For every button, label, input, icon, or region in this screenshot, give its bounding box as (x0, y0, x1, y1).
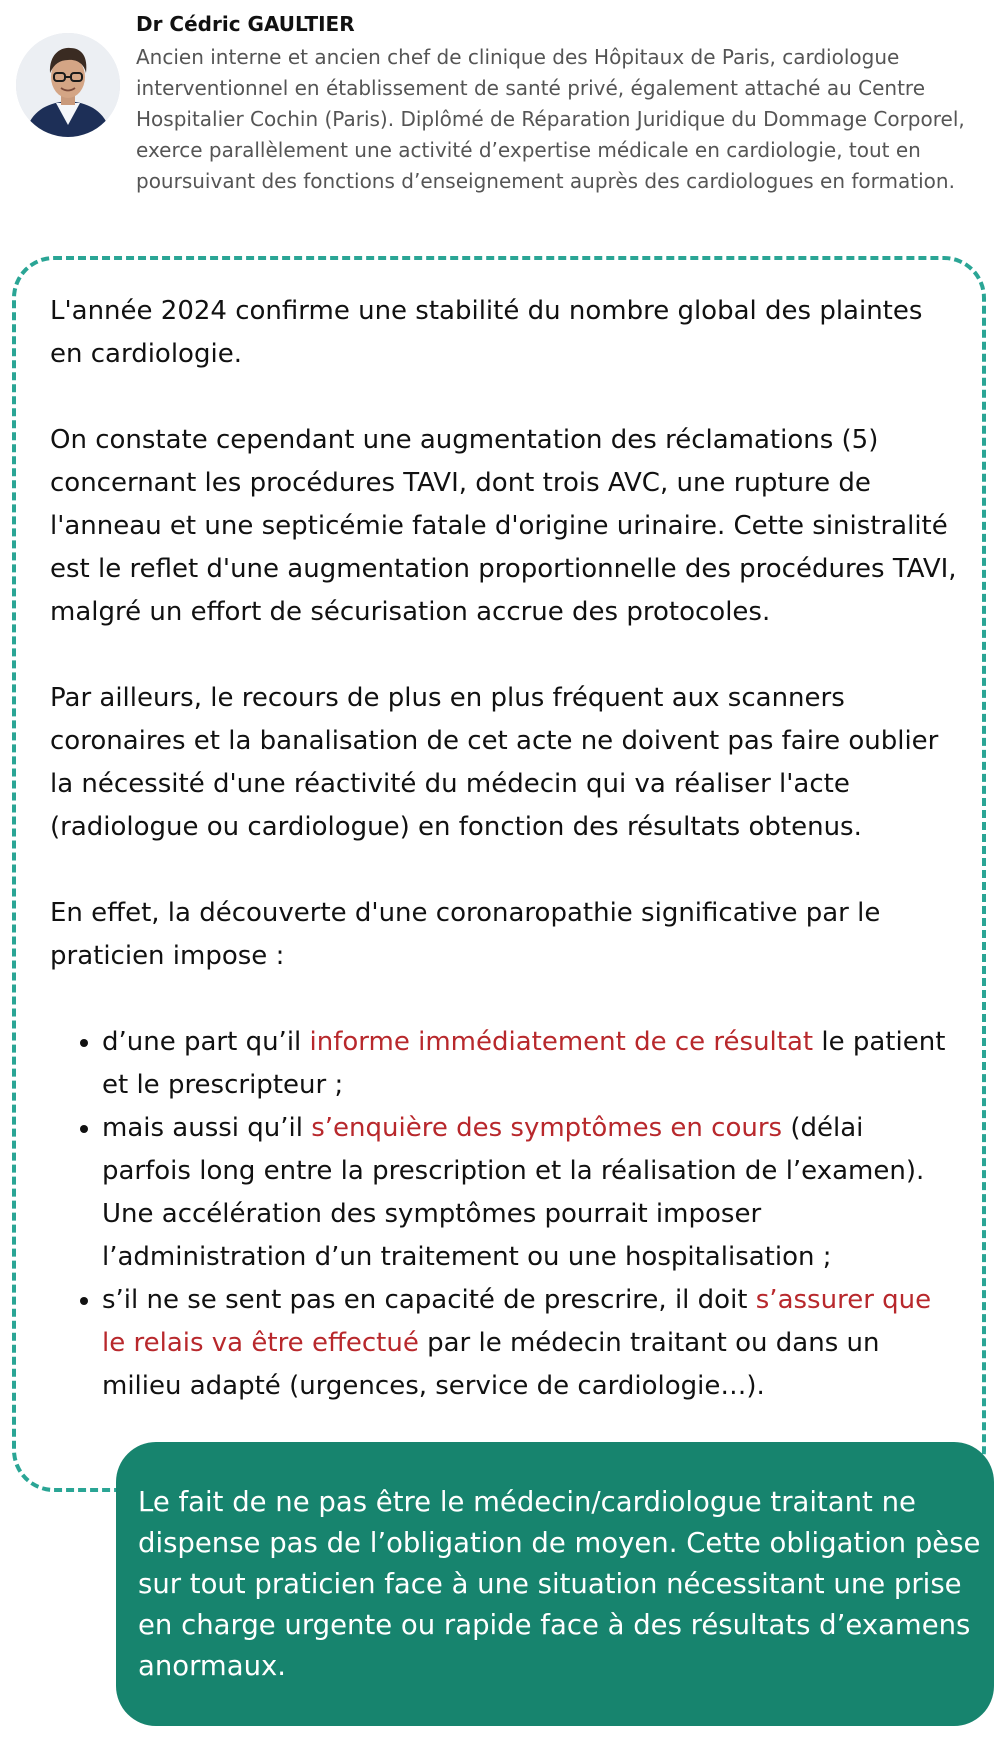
list-item (102, 1021, 960, 1107)
author-bio: Ancien interne et ancien chef de clinique des Hôpitaux de Paris, cardiologue interventionnel en établissement de santé privé, également attaché au Centre Hospitalier Cochin (Paris). Diplômé de Réparation Juridique du Dommage Corporel, exerce parallèlement une activité d’expertise médicale en cardiologie, tout en poursuivant des fonctions d’enseignement auprès des cardiologues en formation. (136, 45, 965, 193)
paragraph-1: L'année 2024 confirme une stabilité du nombre global des plaintes en cardiologie. (50, 296, 923, 369)
article-body (50, 290, 960, 1408)
obligations-list (50, 1021, 960, 1408)
list-item-highlight: s’assurer que le relais va être effectué (102, 1285, 932, 1358)
paragraph-4: En effet, la découverte d'une coronaropathie significative par le praticien impose : (50, 898, 881, 971)
list-item-text: le patient et le prescripteur ; (102, 1027, 946, 1100)
list-item-text: par le médecin traitant ou dans un milieu adapté (urgences, service de cardiologie…). (102, 1328, 880, 1401)
callout-box (116, 1442, 994, 1726)
callout-text: Le fait de ne pas être le médecin/cardiologue traitant ne dispense pas de l’obligation de moyen. Cette obligation pèse sur tout praticien face à une situation nécessitant une prise en charge urgente ou rapide face à des résultats d’examens anormaux. (138, 1486, 981, 1682)
author-block (0, 0, 1000, 230)
list-item (102, 1107, 960, 1279)
list-item-highlight: s’enquière des symptômes en cours (311, 1113, 783, 1143)
paragraph-3: Par ailleurs, le recours de plus en plus fréquent aux scanners coronaires et la banalisation de cet acte ne doivent pas faire oublier la nécessité d'une réactivité du médecin qui va réaliser l'acte (radiologue ou cardiologue) en fonction des résultats obtenus. (50, 683, 939, 842)
author-photo-icon (16, 33, 120, 137)
paragraph-2: On constate cependant une augmentation des réclamations (5) concernant les procédures TAVI, dont trois AVC, une rupture de l'anneau et une septicémie fatale d'origine urinaire. Cette sinistralité est le reflet d'une augmentation proportionnelle des procédures TAVI, malgré un effort de sécurisation accrue des protocoles. (50, 425, 957, 627)
list-item-text: (délai parfois long entre la prescription et la réalisation de l’examen). Une accélération des symptômes pourrait imposer l’administration d’un traitement ou une hospitalisation ; (102, 1113, 925, 1272)
author-name: Dr Cédric GAULTIER (136, 12, 355, 36)
list-item (102, 1279, 960, 1408)
list-item-text: s’il ne se sent pas en capacité de prescrire, il doit (102, 1285, 756, 1315)
author-avatar (16, 33, 120, 137)
list-item-highlight: informe immédiatement de ce résultat (309, 1027, 814, 1057)
list-item-text: mais aussi qu’il (102, 1113, 312, 1143)
list-item-text: d’une part qu’il (102, 1027, 310, 1057)
